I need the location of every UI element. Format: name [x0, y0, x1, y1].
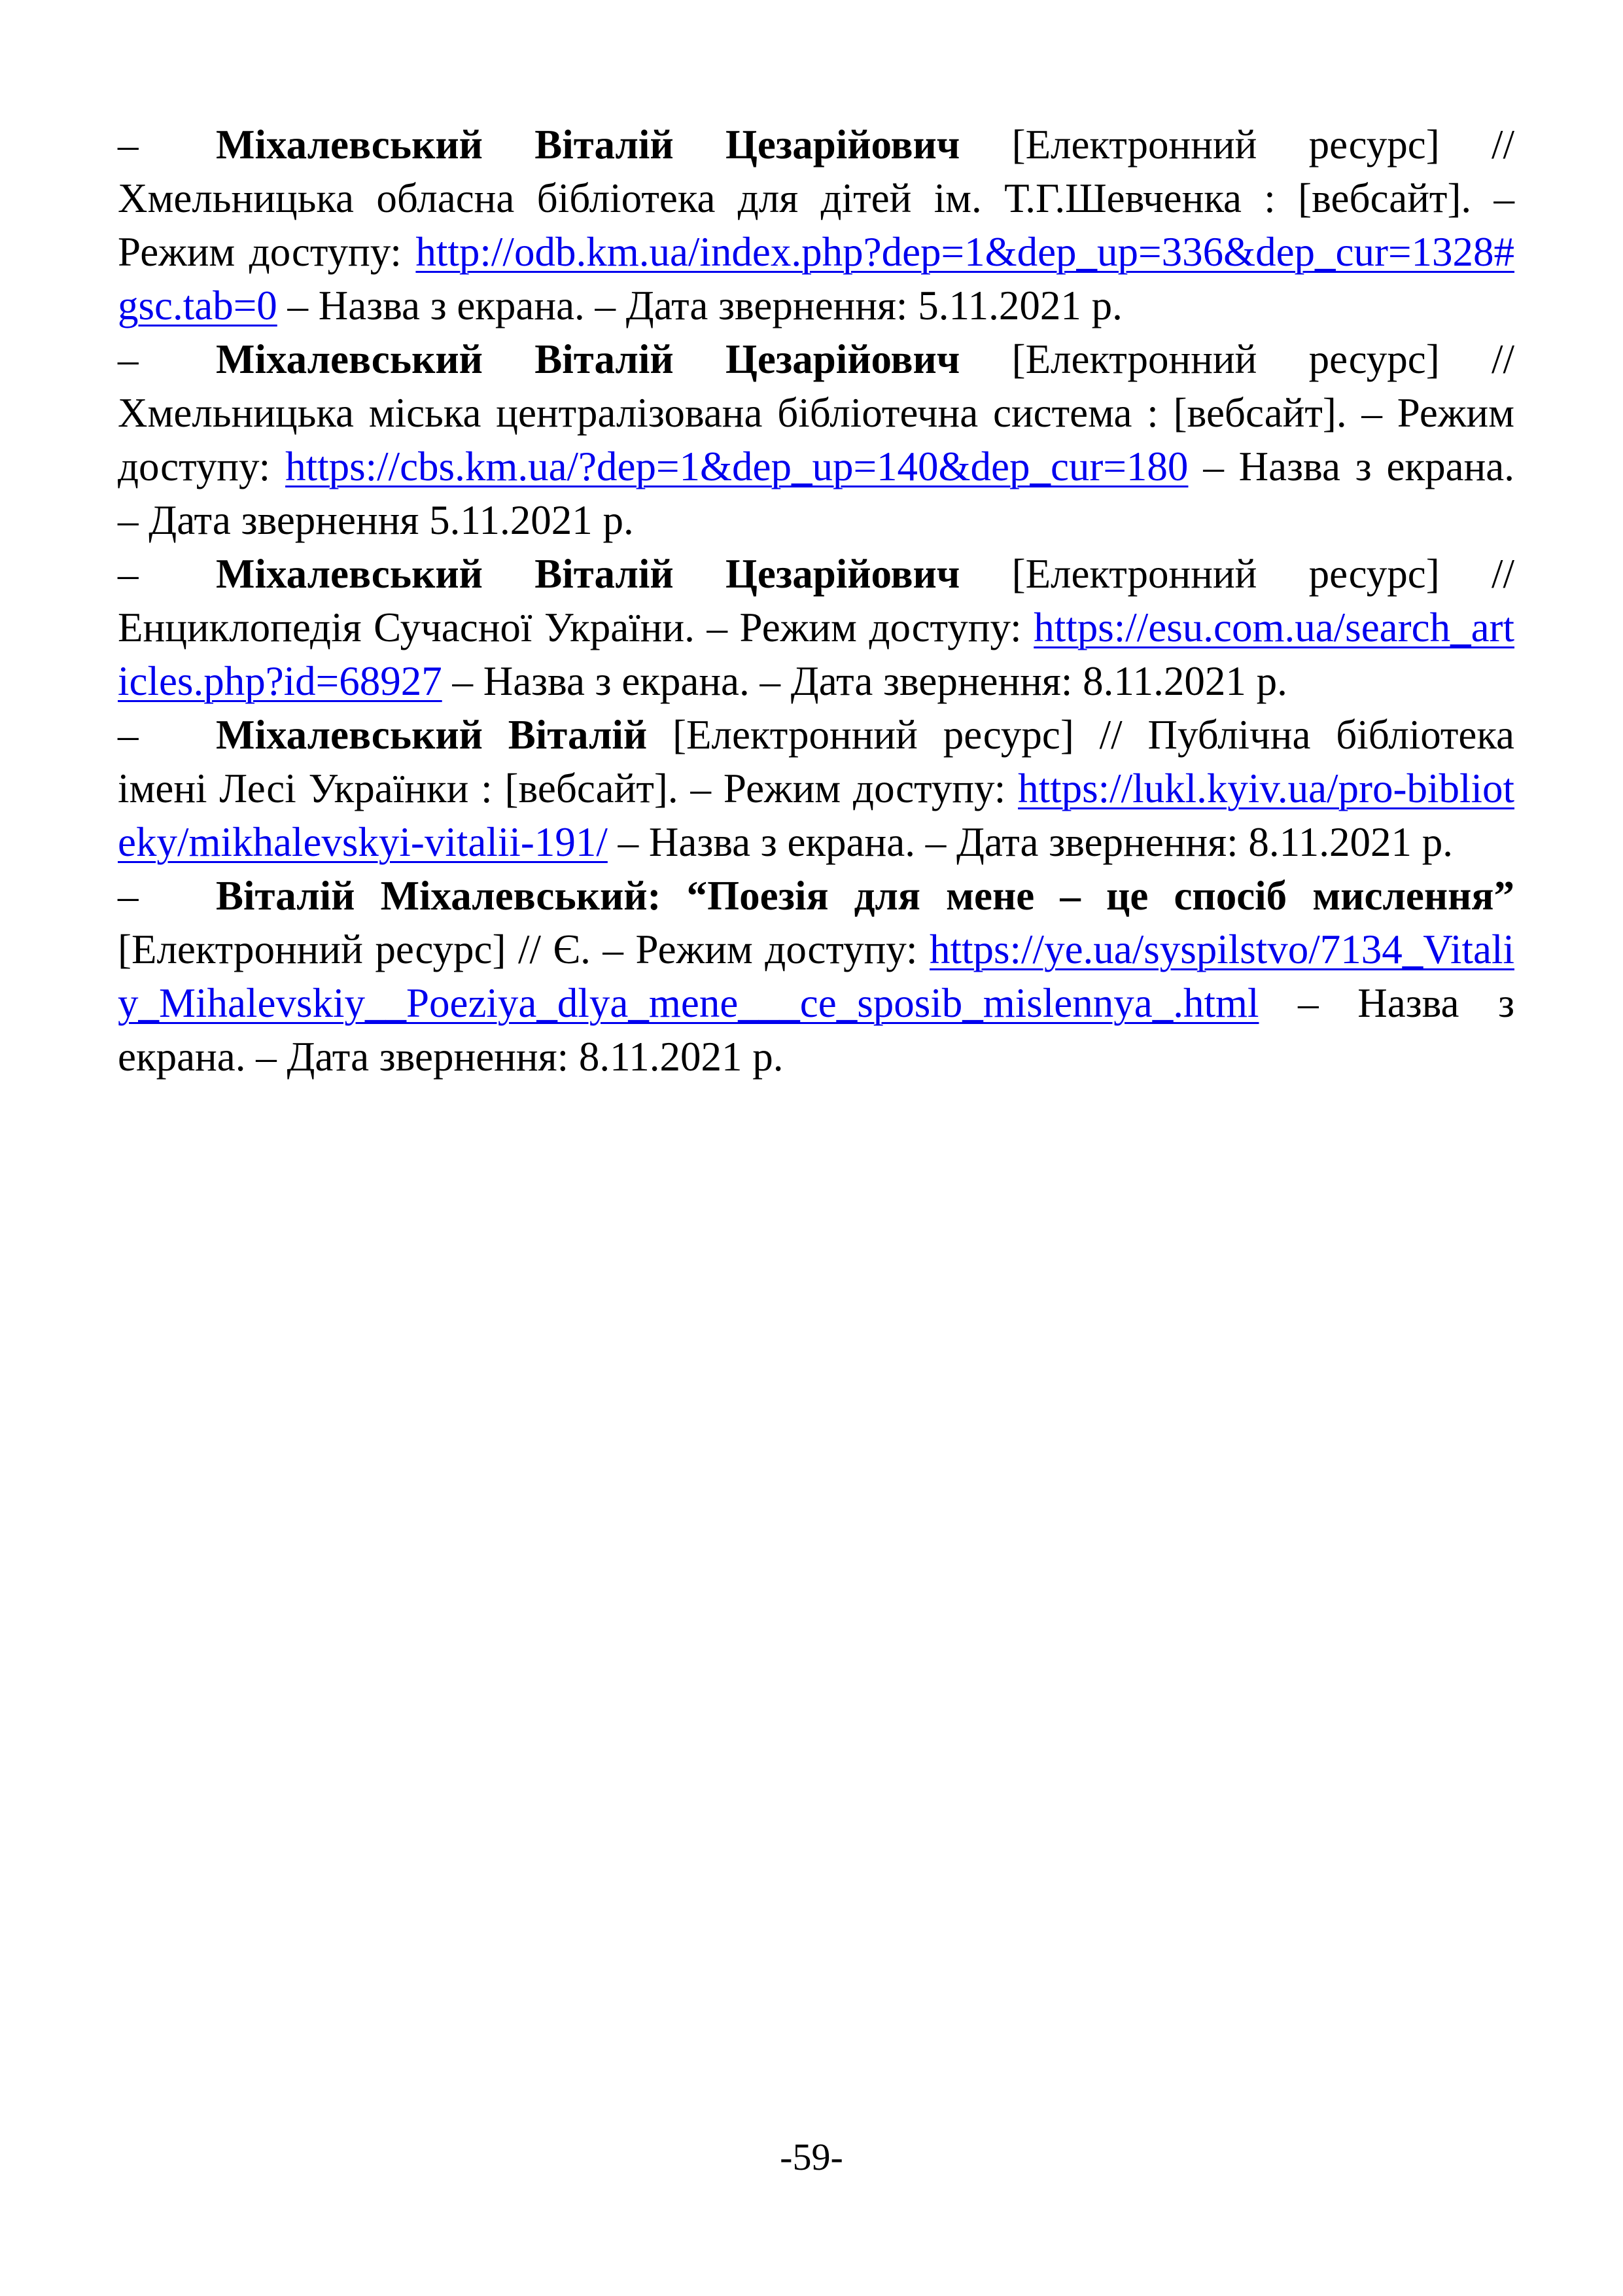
bibliography-entry — [118, 708, 1514, 869]
bibliography-entry — [118, 547, 1514, 708]
entry-link[interactable]: https://lukl.kyiv.ua/pro-biblioteky/mikhalevskyi-vitalii-191/ — [118, 766, 1515, 865]
bibliography-entry — [118, 332, 1514, 547]
entry-author: Віталій Міхалевський: “Поезія для мене – це спосіб мислення” — [216, 873, 1514, 919]
entry-dash: – — [118, 712, 139, 758]
entry-description: [Електронний ресурс] // Енциклопедія Сучасної України. – Режим доступу: — [118, 551, 1515, 650]
entry-dash: – — [118, 122, 139, 168]
entry-author: Міхалевський Віталій Цезарійович — [216, 122, 960, 168]
bibliography-entry — [118, 118, 1514, 332]
entry-dash: – — [118, 873, 139, 919]
entry-author: Міхалевський Віталій Цезарійович — [216, 551, 960, 597]
entry-description: [Електронний ресурс] // Публічна бібліотека імені Лесі Українки : [вебсайт]. – Режим доступу: — [118, 712, 1514, 811]
entry-access-note: – Назва з екрана. – Дата звернення: 8.11.2021 р. — [118, 980, 1514, 1080]
bibliography-entry — [118, 869, 1514, 1084]
entry-author: Міхалевський Віталій — [216, 712, 648, 758]
entry-access-note: – Назва з екрана. – Дата звернення: 8.11.2021 р. — [452, 658, 1287, 704]
entry-link[interactable]: https://ye.ua/syspilstvo/7134_Vitaliy_Mihalevskiy__Poeziya_dlya_mene___ce_sposib_mislennya_.html — [118, 927, 1514, 1026]
entry-link[interactable]: https://esu.com.ua/search_articles.php?id=68927 — [118, 605, 1515, 704]
entry-description: [Електронний ресурс] // Хмельницька міська централізована бібліотечна система : [вебсайт]. – Режим доступу: — [118, 336, 1515, 489]
entry-link[interactable]: https://cbs.km.ua/?dep=1&dep_up=140&dep_cur=180 — [285, 444, 1189, 489]
bibliography-list — [118, 118, 1514, 1084]
entry-access-note: – Назва з екрана. – Дата звернення: 8.11.2021 р. — [618, 819, 1453, 865]
entry-link[interactable]: http://odb.km.ua/index.php?dep=1&dep_up=336&dep_cur=1328#gsc.tab=0 — [118, 229, 1515, 328]
entry-author: Міхалевський Віталій Цезарійович — [216, 336, 960, 382]
entry-access-note: – Назва з екрана. – Дата звернення 5.11.2021 р. — [118, 444, 1514, 543]
entry-description: [Електронний ресурс] // Хмельницька обласна бібліотека для дітей ім. Т.Г.Шевченка : [вебсайт]. – Режим доступу: — [118, 122, 1515, 275]
entry-dash: – — [118, 551, 139, 597]
entry-description: [Електронний ресурс] // Є. – Режим доступу: — [118, 927, 918, 972]
entry-dash: – — [118, 336, 139, 382]
entry-access-note: – Назва з екрана. – Дата звернення: 5.11.2021 р. — [287, 283, 1123, 328]
page-number: -59- — [780, 2136, 843, 2178]
